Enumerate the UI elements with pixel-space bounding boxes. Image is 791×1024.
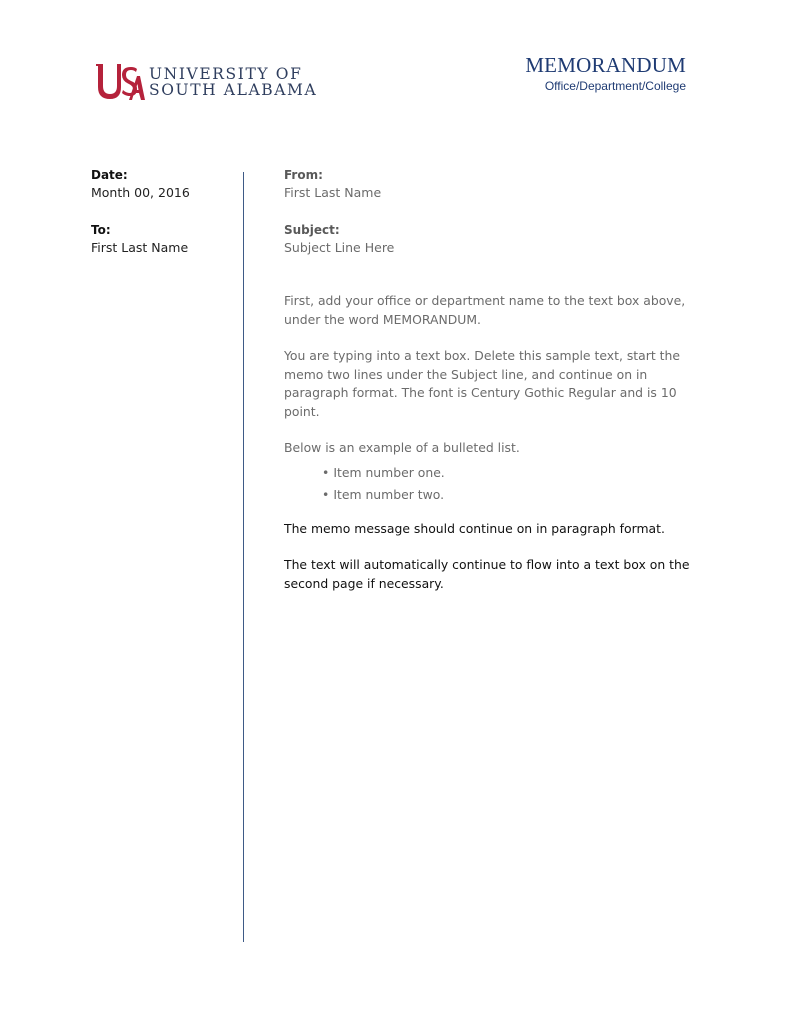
list-item: • Item number one. xyxy=(322,464,445,480)
usa-monogram-icon xyxy=(93,60,145,104)
from-value: First Last Name xyxy=(284,185,382,200)
from-label: From: xyxy=(284,168,323,182)
right-column xyxy=(284,167,704,593)
list-item: • Item number two. xyxy=(322,486,445,502)
closing-paragraph: The memo message should continue on in paragraph format. xyxy=(284,520,665,536)
university-logo xyxy=(93,60,333,104)
to-value: First Last Name xyxy=(91,240,189,255)
body-paragraph: First, add your office or department name to the text box above, under the word MEMORANDUM. xyxy=(284,293,686,327)
memo-title: MEMORANDUM xyxy=(525,53,686,77)
column-divider xyxy=(243,172,244,942)
bulleted-list xyxy=(322,462,704,506)
memo-office: Office/Department/College xyxy=(544,79,686,93)
to-label: To: xyxy=(91,223,111,237)
body-paragraph: Below is an example of a bulleted list. xyxy=(284,440,520,455)
memo-header xyxy=(525,53,686,94)
logo-line-2: SOUTH ALABAMA xyxy=(149,81,318,99)
university-name xyxy=(149,66,317,98)
left-column xyxy=(91,167,231,257)
subject-value: Subject Line Here xyxy=(284,240,395,255)
date-value: Month 00, 2016 xyxy=(91,185,190,200)
closing-paragraph: The text will automatically continue to flow into a text box on the second page if necessary. xyxy=(284,557,690,591)
body-paragraph: You are typing into a text box. Delete this sample text, start the memo two lines under the Subject line, and continue on in paragraph format. The font is Century Gothic Regular and is 10 point. xyxy=(284,348,680,419)
logo-line-1: UNIVERSITY OF xyxy=(149,65,303,83)
subject-label: Subject: xyxy=(284,223,340,237)
date-label: Date: xyxy=(91,168,128,182)
